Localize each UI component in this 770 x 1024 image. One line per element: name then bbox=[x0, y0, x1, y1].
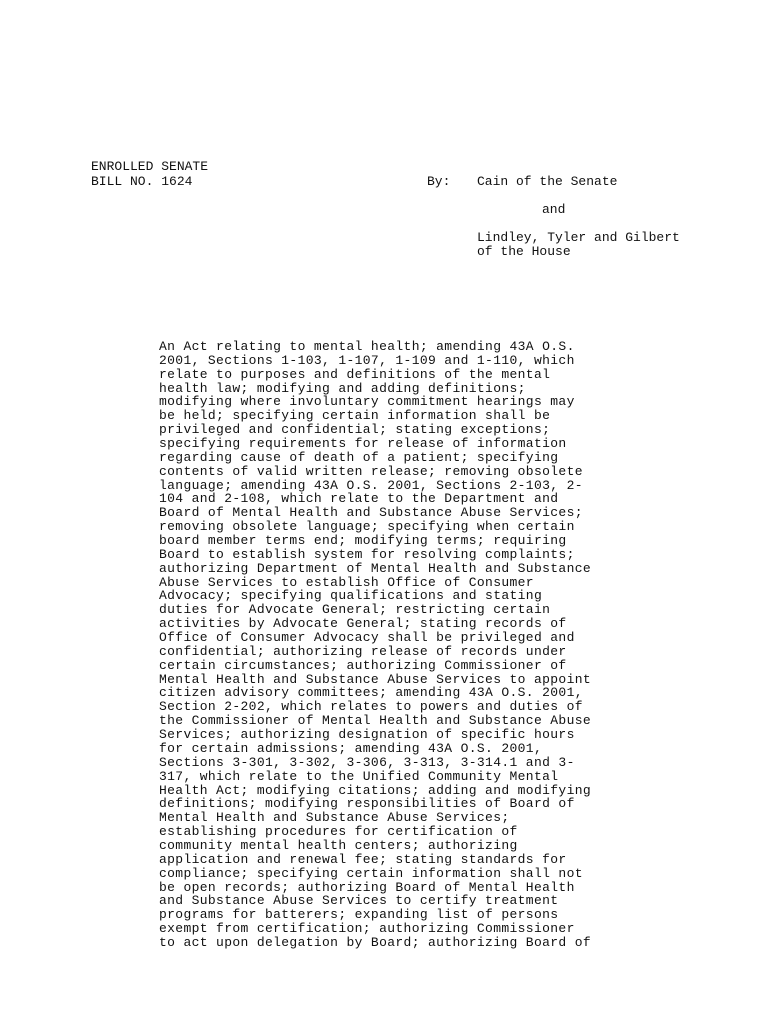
act-text-line: citizen advisory committees; amending 43A O.S. 2001, bbox=[159, 685, 583, 701]
act-text-line: specifying requirements for release of information bbox=[159, 436, 567, 452]
act-text-line: Abuse Services to establish Office of Consumer bbox=[159, 574, 534, 590]
act-text-line: Mental Health and Substance Abuse Services to appoint bbox=[159, 671, 592, 687]
coauthors-line-2: of the House bbox=[477, 244, 571, 259]
act-text-line: health law; modifying and adding definitions; bbox=[159, 380, 526, 396]
bill-type: ENROLLED SENATE bbox=[91, 159, 209, 174]
act-text-line: for certain admissions; amending 43A O.S. 2001, bbox=[159, 740, 543, 756]
act-text-line: 317, which relate to the Unified Community Mental bbox=[159, 768, 559, 784]
act-text-line: application and renewal fee; stating standards for bbox=[159, 851, 567, 867]
act-text-line: 2001, Sections 1-103, 1-107, 1-109 and 1-110, which bbox=[159, 352, 575, 368]
act-title-paragraph bbox=[159, 340, 659, 950]
author-name: Cain of the Senate bbox=[477, 174, 618, 189]
act-text-line: programs for batterers; expanding list of persons bbox=[159, 907, 559, 923]
act-text-line: Office of Consumer Advocacy shall be privileged and bbox=[159, 630, 575, 646]
act-text-line: removing obsolete language; specifying when certain bbox=[159, 519, 575, 535]
act-text-line: An Act relating to mental health; amending 43A O.S. bbox=[159, 339, 575, 354]
act-text-line: regarding cause of death of a patient; specifying bbox=[159, 449, 559, 465]
act-text-line: board member terms end; modifying terms; requiring bbox=[159, 533, 567, 549]
act-text-line: 104 and 2-108, which relate to the Department and bbox=[159, 491, 559, 507]
act-text-line: to act upon delegation by Board; authorizing Board of bbox=[159, 934, 592, 950]
bill-number: BILL NO. 1624 bbox=[91, 174, 193, 189]
act-text-line: Health Act; modifying citations; adding and modifying bbox=[159, 782, 592, 798]
act-text-line: be open records; authorizing Board of Mental Health bbox=[159, 879, 575, 895]
act-text-line: Mental Health and Substance Abuse Services; bbox=[159, 810, 510, 826]
act-text-line: activities by Advocate General; stating records of bbox=[159, 616, 567, 632]
act-text-line: Advocacy; specifying qualifications and stating bbox=[159, 588, 543, 604]
act-text-line: Services; authorizing designation of specific hours bbox=[159, 727, 575, 743]
act-text-line: and Substance Abuse Services to certify treatment bbox=[159, 893, 559, 909]
act-text-line: certain circumstances; authorizing Commissioner of bbox=[159, 657, 567, 673]
act-text-line: language; amending 43A O.S. 2001, Sections 2-103, 2- bbox=[159, 477, 583, 493]
by-label: By: bbox=[427, 174, 451, 189]
act-text-line: modifying where involuntary commitment hearings may bbox=[159, 394, 575, 410]
act-text-line: be held; specifying certain information shall be bbox=[159, 408, 551, 424]
act-text-line: confidential; authorizing release of records under bbox=[159, 643, 567, 659]
act-text-line: compliance; specifying certain information shall not bbox=[159, 865, 583, 881]
act-text-line: duties for Advocate General; restricting certain bbox=[159, 602, 551, 618]
coauthors-line-1: Lindley, Tyler and Gilbert bbox=[477, 230, 680, 245]
act-text-line: contents of valid written release; removing obsolete bbox=[159, 463, 583, 479]
and-connector: and bbox=[542, 202, 566, 217]
act-text-line: Sections 3-301, 3-302, 3-306, 3-313, 3-314.1 and 3- bbox=[159, 754, 575, 770]
act-text-line: establishing procedures for certification of bbox=[159, 824, 518, 840]
act-text-line: Board of Mental Health and Substance Abuse Services; bbox=[159, 505, 583, 521]
act-text-line: Board to establish system for resolving complaints; bbox=[159, 546, 575, 562]
act-text-line: exempt from certification; authorizing Commissioner bbox=[159, 921, 575, 937]
act-text-line: definitions; modifying responsibilities of Board of bbox=[159, 796, 575, 812]
act-text-line: Section 2-202, which relates to powers and duties of bbox=[159, 699, 583, 715]
act-text-line: community mental health centers; authorizing bbox=[159, 837, 518, 853]
act-text-line: privileged and confidential; stating exceptions; bbox=[159, 422, 551, 438]
act-text-line: the Commissioner of Mental Health and Substance Abuse bbox=[159, 713, 592, 729]
act-text-line: authorizing Department of Mental Health and Substance bbox=[159, 560, 592, 576]
act-text-line: relate to purposes and definitions of the mental bbox=[159, 366, 551, 382]
